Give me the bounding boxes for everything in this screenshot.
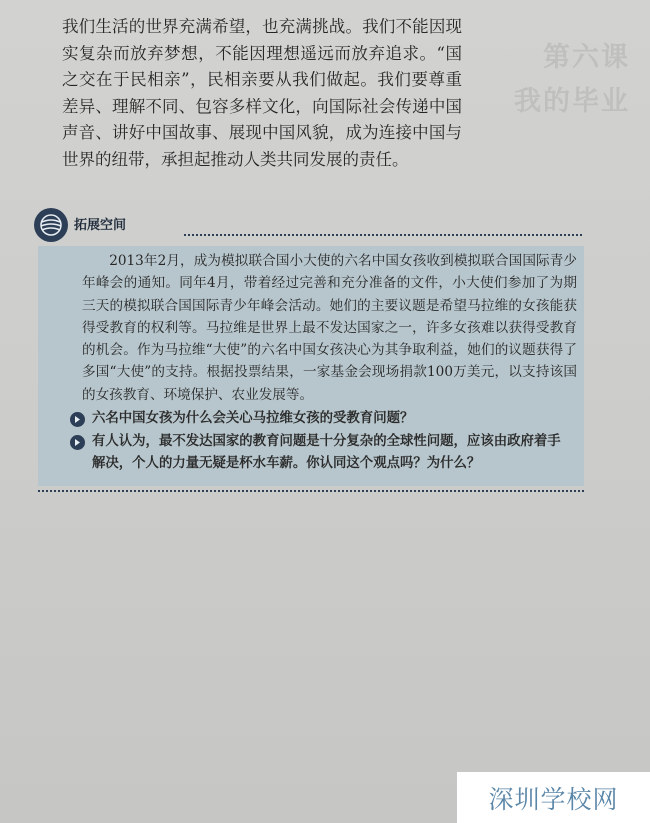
globe-icon xyxy=(34,208,68,242)
expansion-title: 拓展空间 xyxy=(74,218,127,233)
question-list xyxy=(64,408,574,476)
question-item xyxy=(64,408,574,431)
intro-paragraph: 我们生活的世界充满希望，也充满挑战。我们不能因现实复杂而放弃梦想，不能因理想遥远而放弃追求。“国之交在于民相亲”，民相亲要从我们做起。我们要尊重差异、理解不同、包容多样文化，向国际社会传递中国声音、讲好中国故事、展现中国风貌，成为连接中国与世界的纽带，承担起推动人类共同发展的责任。 xyxy=(62,17,462,169)
question-text: 有人认为，最不发达国家的教育问题是十分复杂的全球性问题，应该由政府着手解决，个人的力量无疑是杯水车薪。你认同这个观点吗？为什么？ xyxy=(92,433,561,471)
expansion-box xyxy=(38,246,584,486)
dotted-divider-top xyxy=(184,234,582,236)
watermark-text: 深圳学校网 xyxy=(488,784,619,814)
arrow-bullet-icon xyxy=(70,435,85,450)
arrow-bullet-icon xyxy=(70,412,85,427)
dotted-divider-bottom xyxy=(38,490,584,492)
question-text: 六名中国女孩为什么会关心马拉维女孩的受教育问题？ xyxy=(92,411,414,426)
site-watermark xyxy=(457,772,650,823)
question-item xyxy=(64,431,574,476)
background-heading-line2: 我的毕业 xyxy=(514,86,630,117)
expansion-header xyxy=(34,206,582,246)
background-chapter-heading xyxy=(514,36,630,124)
background-heading-line1: 第六课 xyxy=(543,42,630,73)
expansion-story: 2013年2月，成为模拟联合国小大使的六名中国女孩收到模拟联合国国际青少年峰会的通知。同年4月，带着经过完善和充分准备的文件，小大使们参加了为期三天的模拟联合国国际青少年峰会活动。她们的主要议题是希望马拉维的女孩能获得受教育的权利等。马拉维是世界上最不发达国家之一，许多女孩难以获得受教育的机会。作为马拉维“大使”的六名中国女孩决心为其争取利益，她们的议题获得了多国“大使”的支持。根据投票结果，一家基金会现场捐款100万美元，以支持该国的女孩教育、环境保护、农业发展等。 xyxy=(82,253,577,403)
